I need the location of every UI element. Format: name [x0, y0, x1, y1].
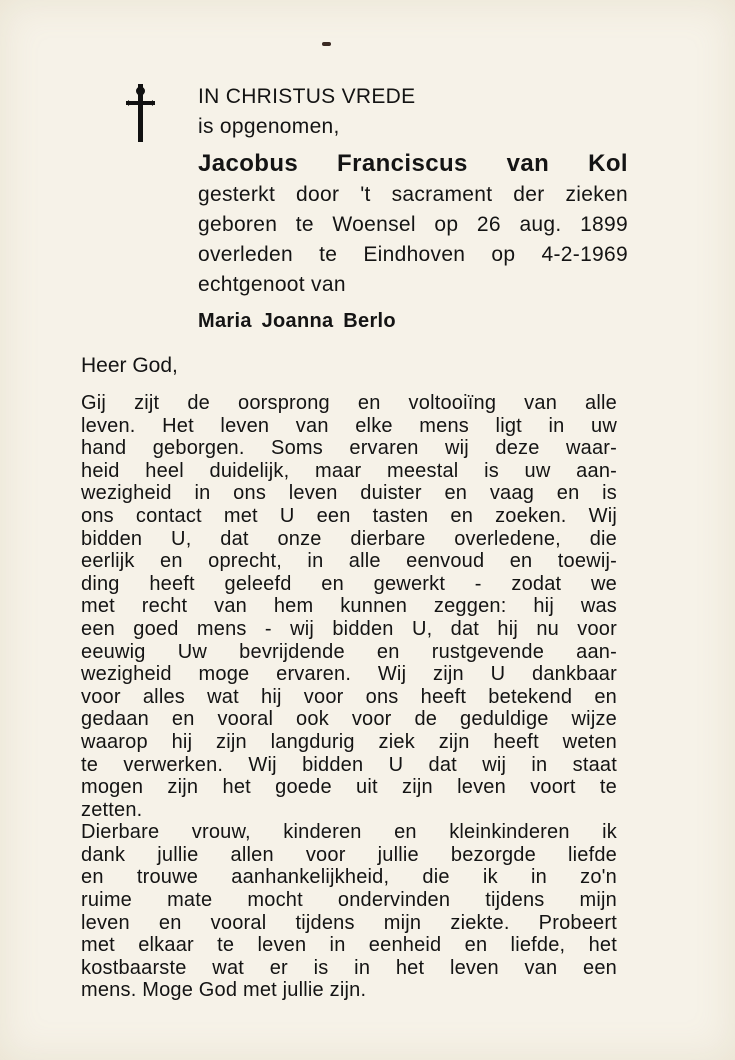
spouse-of-line: echtgenoot van: [198, 273, 346, 296]
prayer-line: gedaan en vooral ook voor de geduldige wijze: [81, 708, 617, 731]
obituary-header: [198, 82, 628, 336]
deceased-name: Jacobus Franciscus van Kol: [198, 150, 628, 177]
prayer-line: en trouwe aanhankelijkheid, die ik in zo'n: [81, 866, 617, 889]
prayer-line: waarop hij zijn langdurig ziek zijn heeft weten: [81, 730, 617, 753]
prayer-line: mogen zijn het goede uit zijn leven voort te: [81, 776, 617, 799]
opgenomen-line: is opgenomen,: [198, 115, 340, 138]
prayer-line: leven en vooral tijdens mijn ziekte. Probeert: [81, 911, 617, 934]
prayer-line: te verwerken. Wij bidden U dat wij in staat: [81, 753, 617, 776]
prayer-line: heid heel duidelijk, maar meestal is uw aan-: [81, 459, 617, 482]
prayer-line: wezigheid in ons leven duister en vaag en is: [81, 482, 617, 505]
prayer-line: met elkaar te leven in eenheid en liefde, het: [81, 934, 617, 957]
prayer-line: eeuwig Uw bevrijdende en rustgevende aan-: [81, 640, 617, 663]
ink-speck: [322, 42, 331, 46]
cross-icon: [118, 84, 162, 144]
prayer-line: ding heeft geleefd en gewerkt - zodat we: [81, 572, 617, 595]
prayer-line: met recht van hem kunnen zeggen: hij was: [81, 595, 617, 618]
prayer-line: zetten.: [81, 798, 143, 821]
death-line: overleden te Eindhoven op 4-2-1969: [198, 243, 628, 266]
prayer-line: mens. Moge God met jullie zijn.: [81, 979, 367, 1002]
prayer-line: leven. Het leven van elke mens ligt in uw: [81, 414, 617, 437]
prayer-greeting: Heer God,: [81, 354, 178, 377]
prayer-line: Gij zijt de oorsprong en voltooiïng van alle: [81, 392, 617, 414]
prayer-line: voor alles wat hij voor ons heeft betekend en: [81, 685, 617, 708]
prayer-line: hand geborgen. Soms ervaren wij deze waar-: [81, 437, 617, 460]
sacrament-line: gesterkt door 't sacrament der zieken: [198, 183, 628, 206]
prayer-line: ons contact met U een tasten en zoeken. Wij: [81, 504, 617, 527]
spouse-name: Maria Joanna Berlo: [198, 310, 396, 332]
prayer-line: dank jullie allen voor jullie bezorgde liefde: [81, 843, 617, 866]
prayer-line: een goed mens - wij bidden U, dat hij nu voor: [81, 617, 617, 640]
prayer-line: kostbaarste wat er is in het leven van een: [81, 956, 617, 979]
prayer-line: wezigheid moge ervaren. Wij zijn U dankbaar: [81, 663, 617, 686]
birth-line: geboren te Woensel op 26 aug. 1899: [198, 213, 628, 236]
prayer-line: Dierbare vrouw, kinderen en kleinkinderen ik: [81, 821, 617, 844]
prayer-text: [81, 392, 617, 1002]
in-christus-heading: IN CHRISTUS VREDE: [198, 85, 416, 108]
prayer-line: eerlijk en oprecht, in alle eenvoud en toewij-: [81, 550, 617, 573]
prayer-line: bidden U, dat onze dierbare overledene, die: [81, 527, 617, 550]
prayer-line: ruime mate mocht ondervinden tijdens mijn: [81, 889, 617, 912]
